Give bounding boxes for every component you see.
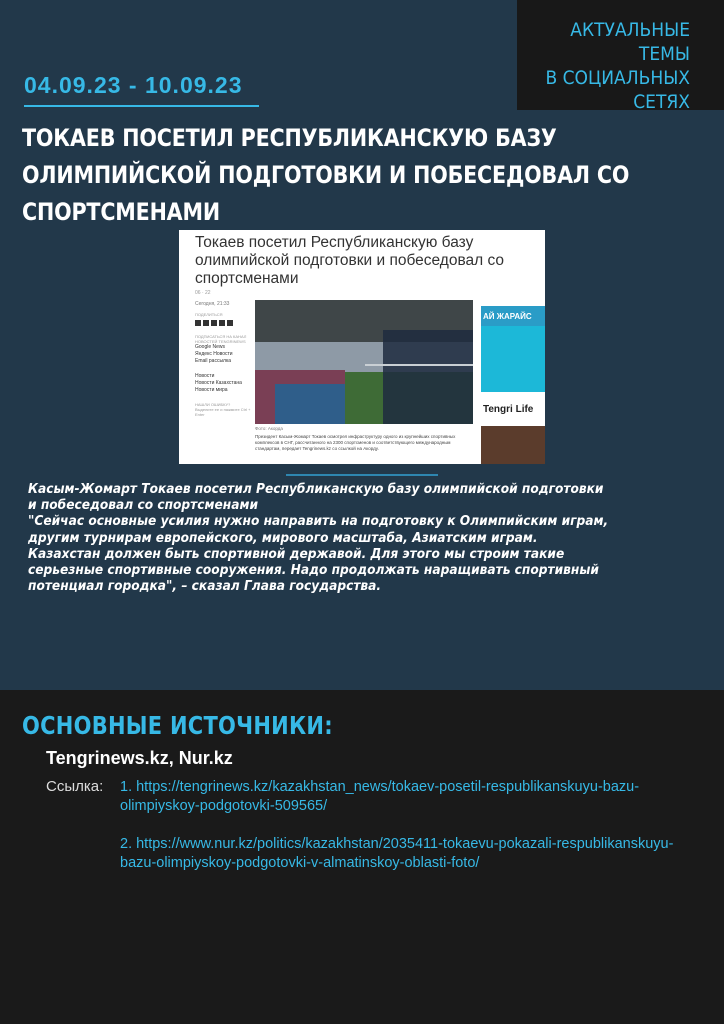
- headline: ТОКАЕВ ПОСЕТИЛ РЕСПУБЛИКАНСКУЮ БАЗУ ОЛИМПИЙСКОЙ ПОДГОТОВКИ И ПОБЕСЕДОВАЛ СО СПОРТСМЕНАМИ: [22, 124, 630, 226]
- source-link[interactable]: 2. https://www.nur.kz/politics/kazakhstan/2035411-tokaevu-pokazali-respublikanskuyu-bazu-olimpiyskoy-podgotovki-v-almatinskoy-oblasti-foto/: [120, 836, 674, 871]
- source-link[interactable]: 1. https://tengrinews.kz/kazakhstan_news/tokaev-posetil-respublikanskuyu-bazu-olimpiyskoy-podgotovki-509565/: [120, 779, 640, 814]
- source-links: [120, 778, 700, 892]
- date-range: 04.09.23 - 10.09.23: [24, 72, 243, 98]
- body-line: Казахстан должен быть спортивной державой. Для этого мы строим такие: [28, 546, 565, 562]
- body-line: серьезные спортивные сооружения. Надо продолжать наращивать спортивный: [28, 563, 599, 579]
- channel-item: Google News: [195, 344, 226, 350]
- article-screenshot: [179, 230, 545, 464]
- body-line: потенциал городка", – сказал Глава государства.: [28, 579, 382, 595]
- screenshot-sidebar: [195, 312, 257, 417]
- screenshot-time: Сегодня, 21:33: [195, 301, 230, 307]
- share-icon: [203, 320, 209, 326]
- ad-banner: [481, 306, 545, 392]
- share-label: ПОДЕЛИТЬСЯ: [195, 312, 223, 317]
- body-text: [28, 482, 705, 595]
- body-line: Касым-Жомарт Токаев посетил Республиканскую базу олимпийской подготовки: [28, 482, 604, 497]
- section-item: Новости мира: [195, 387, 228, 393]
- share-icon: [227, 320, 233, 326]
- body-line: "Сейчас основные усилия нужно направить на подготовку к Олимпийским играм,: [28, 514, 609, 530]
- ad-banner-text: АЙ ЖАРАЙС: [483, 312, 532, 321]
- error-label: НАШЛИ ОШИБКУ?: [195, 402, 231, 407]
- corner-tag-line: В СОЦИАЛЬНЫХ: [545, 67, 690, 89]
- corner-tag: [517, 0, 724, 113]
- ad-thumbnail: [481, 426, 545, 464]
- sources-names: Tengrinews.kz, Nur.kz: [46, 748, 233, 768]
- separator-line: [286, 474, 438, 476]
- channel-item: Email рассылка: [195, 358, 232, 364]
- share-icons: [195, 320, 257, 326]
- share-icon: [195, 320, 201, 326]
- screenshot-title: Токаев посетил Республиканскую базу олимпийской подготовки и побеседовал со спортсменами: [195, 234, 505, 287]
- body-line: другим турнирам европейского, мирового масштаба, Азиатским играм.: [28, 530, 538, 546]
- sources-title: ОСНОВНЫЕ ИСТОЧНИКИ:: [22, 711, 333, 740]
- share-icon: [211, 320, 217, 326]
- ad-banner-bg: [481, 326, 545, 392]
- article-photo: [255, 300, 473, 424]
- corner-tag-line: АКТУАЛЬНЫЕ ТЕМЫ: [570, 19, 690, 65]
- error-hint: Выделите ее и нажмите Ctrl + Enter: [195, 407, 251, 417]
- tengri-life-label: Tengri Life: [481, 396, 545, 424]
- photo-people: [383, 330, 473, 424]
- date-underline: [24, 105, 259, 107]
- link-label: Ссылка:: [46, 778, 104, 795]
- section-item: Новости: [195, 373, 215, 379]
- photo-caption: Фото: Акорда: [255, 426, 283, 431]
- body-line: и побеседовал со спортсменами: [28, 498, 259, 514]
- article-description: Президент Касым-Жомарт Токаев осмотрел инфраструктуру одного из крупнейших спортивных комплексов в СНГ, рассчитанного на 2300 спортсменов и соответствующего международным стандартам, передает Tengrinews.kz со ссылкой на Акорду.: [255, 434, 456, 451]
- subscribe-label: ПОДПИСАТЬСЯ НА КАНАЛ НОВОСТЕЙ TENGRINEWS: [195, 334, 247, 344]
- corner-tag-line: СЕТЯХ: [633, 91, 690, 113]
- share-icon: [219, 320, 225, 326]
- photo-track-lane: [275, 384, 355, 424]
- photo-railing: [365, 364, 473, 366]
- screenshot-meta: 06 · 22: [195, 290, 211, 296]
- channel-item: Яндекс Новости: [195, 351, 233, 357]
- section-item: Новости Казахстана: [195, 380, 242, 386]
